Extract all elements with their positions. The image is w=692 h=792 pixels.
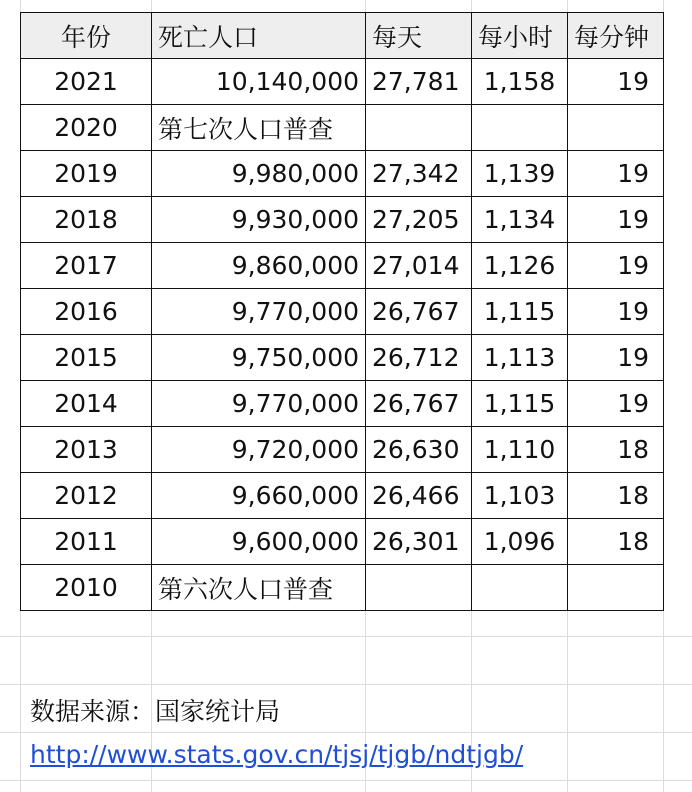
per-hour-cell[interactable]: 1,115 (472, 289, 568, 335)
per-day-cell[interactable]: 26,466 (366, 473, 472, 519)
per-hour-cell[interactable]: 1,158 (472, 59, 568, 105)
per-minute-cell[interactable]: 19 (568, 197, 664, 243)
per-minute-cell[interactable]: 18 (568, 519, 664, 565)
year-cell[interactable]: 2021 (21, 59, 152, 105)
empty-cell[interactable] (366, 565, 472, 611)
year-cell[interactable]: 2018 (21, 197, 152, 243)
per-day-cell[interactable]: 27,205 (366, 197, 472, 243)
per-minute-cell[interactable]: 19 (568, 289, 664, 335)
year-cell[interactable]: 2017 (21, 243, 152, 289)
per-minute-cell[interactable]: 19 (568, 151, 664, 197)
deaths-cell[interactable]: 9,980,000 (152, 151, 366, 197)
header-deaths[interactable]: 死亡人口 (152, 13, 366, 59)
year-cell[interactable]: 2012 (21, 473, 152, 519)
grid-row-line (0, 636, 692, 637)
header-per-minute[interactable]: 每分钟 (568, 13, 664, 59)
grid-row-line (0, 732, 692, 733)
deaths-cell[interactable]: 9,860,000 (152, 243, 366, 289)
per-day-cell[interactable]: 26,712 (366, 335, 472, 381)
year-cell[interactable]: 2020 (21, 105, 152, 151)
per-minute-cell[interactable]: 19 (568, 335, 664, 381)
grid-row-line (0, 780, 692, 781)
death-population-table (20, 12, 664, 611)
empty-cell[interactable] (568, 565, 664, 611)
empty-cell[interactable] (366, 105, 472, 151)
per-hour-cell[interactable]: 1,126 (472, 243, 568, 289)
deaths-cell[interactable]: 9,930,000 (152, 197, 366, 243)
per-day-cell[interactable]: 27,781 (366, 59, 472, 105)
per-hour-cell[interactable]: 1,139 (472, 151, 568, 197)
empty-cell[interactable] (472, 565, 568, 611)
table-row (21, 473, 664, 519)
table-row (21, 197, 664, 243)
per-hour-cell[interactable]: 1,113 (472, 335, 568, 381)
year-cell[interactable]: 2015 (21, 335, 152, 381)
per-hour-cell[interactable]: 1,115 (472, 381, 568, 427)
per-hour-cell[interactable]: 1,134 (472, 197, 568, 243)
per-hour-cell[interactable]: 1,103 (472, 473, 568, 519)
data-source-link[interactable]: http://www.stats.gov.cn/tjsj/tjgb/ndtjgb/ (30, 740, 524, 769)
table-row (21, 427, 664, 473)
grid-row-line (0, 684, 692, 685)
empty-cell[interactable] (568, 105, 664, 151)
per-minute-cell[interactable]: 19 (568, 59, 664, 105)
year-cell[interactable]: 2013 (21, 427, 152, 473)
table-row (21, 519, 664, 565)
per-day-cell[interactable]: 27,014 (366, 243, 472, 289)
deaths-cell[interactable]: 9,600,000 (152, 519, 366, 565)
table-row (21, 59, 664, 105)
per-day-cell[interactable]: 26,767 (366, 381, 472, 427)
year-cell[interactable]: 2014 (21, 381, 152, 427)
table-row (21, 243, 664, 289)
per-day-cell[interactable]: 26,767 (366, 289, 472, 335)
header-per-day[interactable]: 每天 (366, 13, 472, 59)
per-day-cell[interactable]: 27,342 (366, 151, 472, 197)
deaths-cell[interactable]: 9,720,000 (152, 427, 366, 473)
census-note-cell[interactable]: 第六次人口普查 (152, 565, 366, 611)
empty-cell[interactable] (472, 105, 568, 151)
year-cell[interactable]: 2010 (21, 565, 152, 611)
per-day-cell[interactable]: 26,301 (366, 519, 472, 565)
header-year[interactable]: 年份 (21, 13, 152, 59)
year-cell[interactable]: 2019 (21, 151, 152, 197)
year-cell[interactable]: 2016 (21, 289, 152, 335)
table-row (21, 105, 664, 151)
table-row (21, 335, 664, 381)
deaths-cell[interactable]: 9,750,000 (152, 335, 366, 381)
header-per-hour[interactable]: 每小时 (472, 13, 568, 59)
table-row (21, 151, 664, 197)
deaths-cell[interactable]: 9,770,000 (152, 289, 366, 335)
table-row (21, 381, 664, 427)
deaths-cell[interactable]: 9,660,000 (152, 473, 366, 519)
per-minute-cell[interactable]: 18 (568, 427, 664, 473)
census-note-cell[interactable]: 第七次人口普查 (152, 105, 366, 151)
deaths-cell[interactable]: 10,140,000 (152, 59, 366, 105)
year-cell[interactable]: 2011 (21, 519, 152, 565)
per-minute-cell[interactable]: 19 (568, 243, 664, 289)
table-row (21, 289, 664, 335)
per-minute-cell[interactable]: 18 (568, 473, 664, 519)
table-row (21, 565, 664, 611)
per-day-cell[interactable]: 26,630 (366, 427, 472, 473)
per-minute-cell[interactable]: 19 (568, 381, 664, 427)
per-hour-cell[interactable]: 1,110 (472, 427, 568, 473)
per-hour-cell[interactable]: 1,096 (472, 519, 568, 565)
data-source-label: 数据来源：国家统计局 (30, 697, 281, 726)
deaths-cell[interactable]: 9,770,000 (152, 381, 366, 427)
header-row (21, 13, 664, 59)
